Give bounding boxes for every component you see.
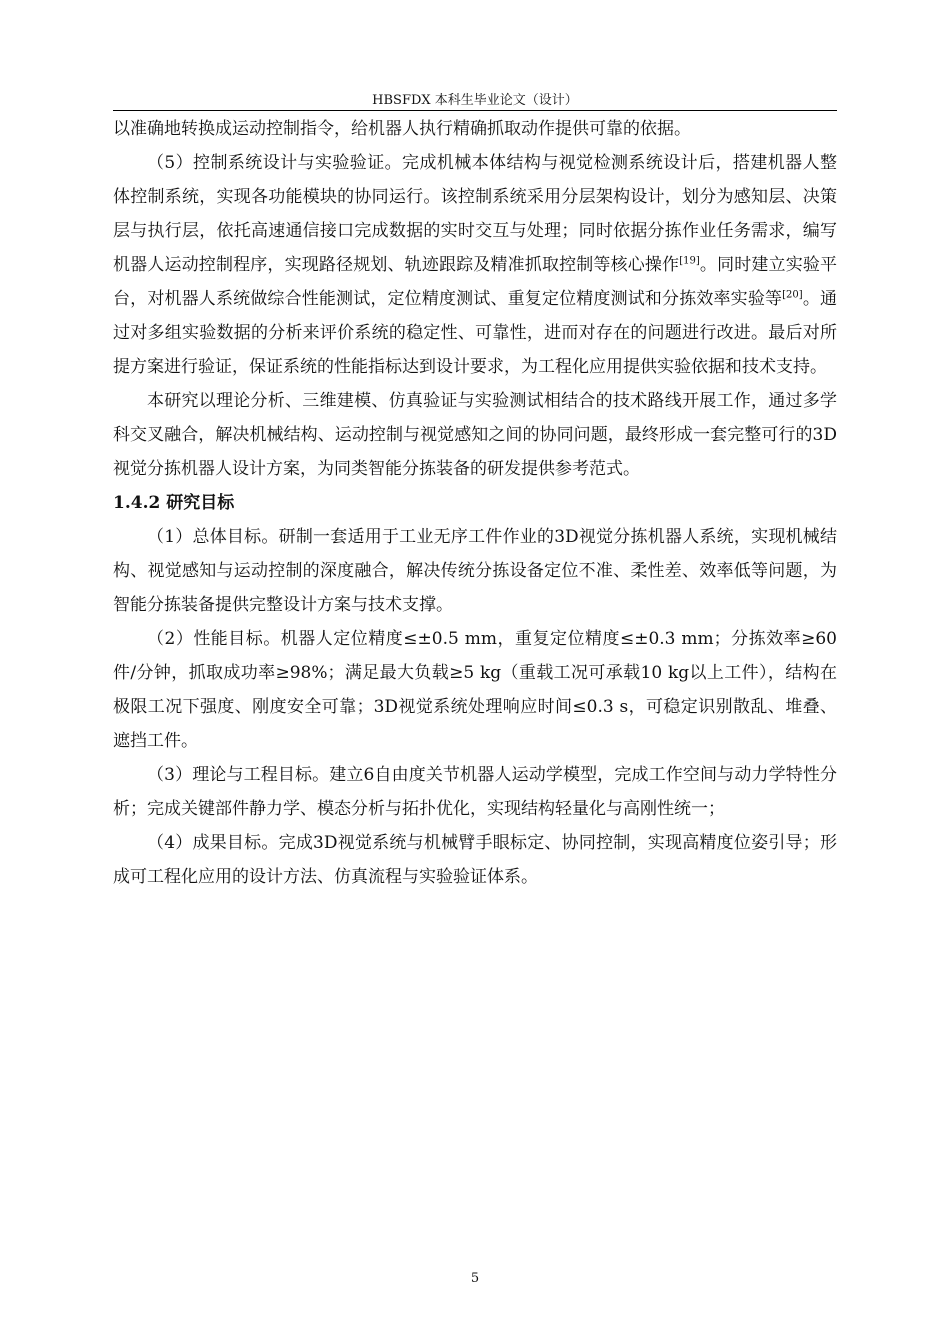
paragraph-performance-goal: （2）性能目标。机器人定位精度≤±0.5 mm，重复定位精度≤±0.3 mm；分拣效率≥60件/分钟，抓取成功率≥98%；满足最大负载≥5 kg（重载工况可承载10 kg以上工件），结构在极限工况下强度、刚度安全可靠；3D视觉系统处理响应时间≤0.3 s，可稳定识别散乱、堆叠、遮挡工件。 (113, 629, 837, 751)
section-heading: 1.4.2 研究目标 (113, 493, 235, 513)
paragraph-theory-goal: （3）理论与工程目标。建立6自由度关节机器人运动学模型，完成工作空间与动力学特性分析；完成关键部件静力学、模态分析与拓扑优化，实现结构轻量化与高刚性统一； (113, 765, 837, 819)
paragraph-overall-goal: （1）总体目标。研制一套适用于工业无序工件作业的3D视觉分拣机器人系统，实现机械结构、视觉感知与运动控制的深度融合，解决传统分拣设备定位不准、柔性差、效率低等问题，为智能分拣装备提供完整设计方案与技术支撑。 (113, 527, 837, 615)
page-header: HBSFDX 本科生毕业论文（设计） (113, 92, 837, 111)
paragraph-technical-route: 本研究以理论分析、三维建模、仿真验证与实验测试相结合的技术路线开展工作，通过多学科交叉融合，解决机械结构、运动控制与视觉感知之间的协同问题，最终形成一套完整可行的3D视觉分拣机器人设计方案，为同类智能分拣装备的研发提供参考范式。 (113, 391, 837, 479)
page-number: 5 (470, 1271, 480, 1286)
paragraph-text: 。同时建立实验平台，对机器人系统做综合性能测试，定位精度测试、重复定位精度测试和分拣效率实验等 (113, 255, 838, 309)
paragraph-control-system (113, 146, 837, 384)
citation-19[interactable]: [19] (679, 255, 700, 267)
citation-20[interactable]: [20] (782, 289, 803, 301)
paragraph-outcome-goal: （4）成果目标。完成3D视觉系统与机械臂手眼标定、协同控制，实现高精度位姿引导；形成可工程化应用的设计方法、仿真流程与实验验证体系。 (113, 833, 837, 887)
page-content (113, 112, 837, 894)
paragraph-text: （5）控制系统设计与实验验证。完成机械本体结构与视觉检测系统设计后，搭建机器人整体控制系统，实现各功能模块的协同运行。该控制系统采用分层架构设计，划分为感知层、决策层与执行层，依托高速通信接口完成数据的实时交互与处理；同时依据分拣作业任务需求，编写机器人运动控制程序，实现路径规划、轨迹跟踪及精准抓取控制等核心操作 (113, 153, 837, 275)
paragraph-continuation: 以准确地转换成运动控制指令，给机器人执行精确抓取动作提供可靠的依据。 (113, 119, 691, 139)
paragraph-text: 。通过对多组实验数据的分析来评价系统的稳定性、可靠性，进而对存在的问题进行改进。最后对所提方案进行验证，保证系统的性能指标达到设计要求，为工程化应用提供实验依据和技术支持。 (113, 289, 838, 377)
